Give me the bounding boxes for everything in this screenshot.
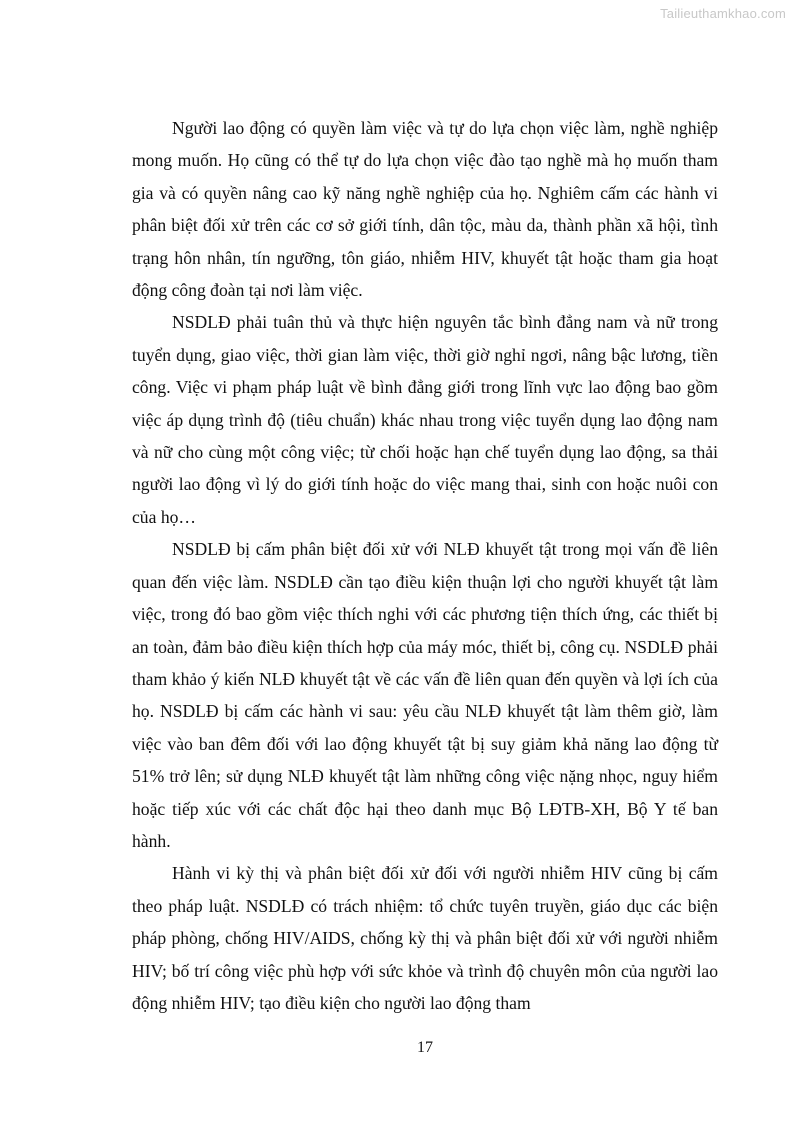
paragraph-disability: NSDLĐ bị cấm phân biệt đối xử với NLĐ khuyết tật trong mọi vấn đề liên quan đến việc làm. NSDLĐ cần tạo điều kiện thuận lợi cho người khuyết tật làm việc, trong đó bao gồm việc thích nghi với các phương tiện thích ứng, các thiết bị an toàn, đảm bảo điều kiện thích hợp của máy móc, thiết bị, công cụ. NSDLĐ phải tham khảo ý kiến NLĐ khuyết tật về các vấn đề liên quan đến quyền và lợi ích của họ. NSDLĐ bị cấm các hành vi sau: yêu cầu NLĐ khuyết tật làm thêm giờ, làm việc vào ban đêm đối với lao động khuyết tật bị suy giảm khả năng lao động từ 51% trở lên; sử dụng NLĐ khuyết tật làm những công việc nặng nhọc, nguy hiểm hoặc tiếp xúc với các chất độc hại theo danh mục Bộ LĐTB-XH, Bộ Y tế ban hành.: [132, 539, 718, 851]
paragraph-hiv: Hành vi kỳ thị và phân biệt đối xử đối với người nhiễm HIV cũng bị cấm theo pháp luật. NSDLĐ có trách nhiệm: tổ chức tuyên truyền, giáo dục các biện pháp phòng, chống HIV/AIDS, chống kỳ thị và phân biệt đối xử với người nhiễm HIV; bố trí công việc phù hợp với sức khỏe và trình độ chuyên môn của người lao động nhiễm HIV; tạo điều kiện cho người lao động tham: [132, 863, 718, 1013]
page-number: 17: [417, 1039, 433, 1056]
watermark: Tailieuthamkhao.com: [660, 6, 786, 21]
paragraph-right-to-work: Người lao động có quyền làm việc và tự do lựa chọn việc làm, nghề nghiệp mong muốn. Họ cũng có thể tự do lựa chọn việc đào tạo nghề mà họ muốn tham gia và có quyền nâng cao kỹ năng nghề nghiệp của họ. Nghiêm cấm các hành vi phân biệt đối xử trên các cơ sở giới tính, dân tộc, màu da, thành phần xã hội, tình trạng hôn nhân, tín ngưỡng, tôn giáo, nhiễm HIV, khuyết tật hoặc tham gia hoạt động công đoàn tại nơi làm việc.: [132, 118, 718, 301]
document-body: [132, 112, 718, 1019]
paragraph-gender-equality: NSDLĐ phải tuân thủ và thực hiện nguyên tắc bình đẳng nam và nữ trong tuyển dụng, giao việc, thời gian làm việc, thời giờ nghỉ ngơi, nâng bậc lương, tiền công. Việc vi phạm pháp luật về bình đẳng giới trong lĩnh vực lao động bao gồm việc áp dụng trình độ (tiêu chuẩn) khác nhau trong việc tuyển dụng lao động nam và nữ cho cùng một công việc; từ chối hoặc hạn chế tuyển dụng lao động, sa thải người lao động vì lý do giới tính hoặc do việc mang thai, sinh con hoặc nuôi con của họ…: [132, 312, 718, 527]
